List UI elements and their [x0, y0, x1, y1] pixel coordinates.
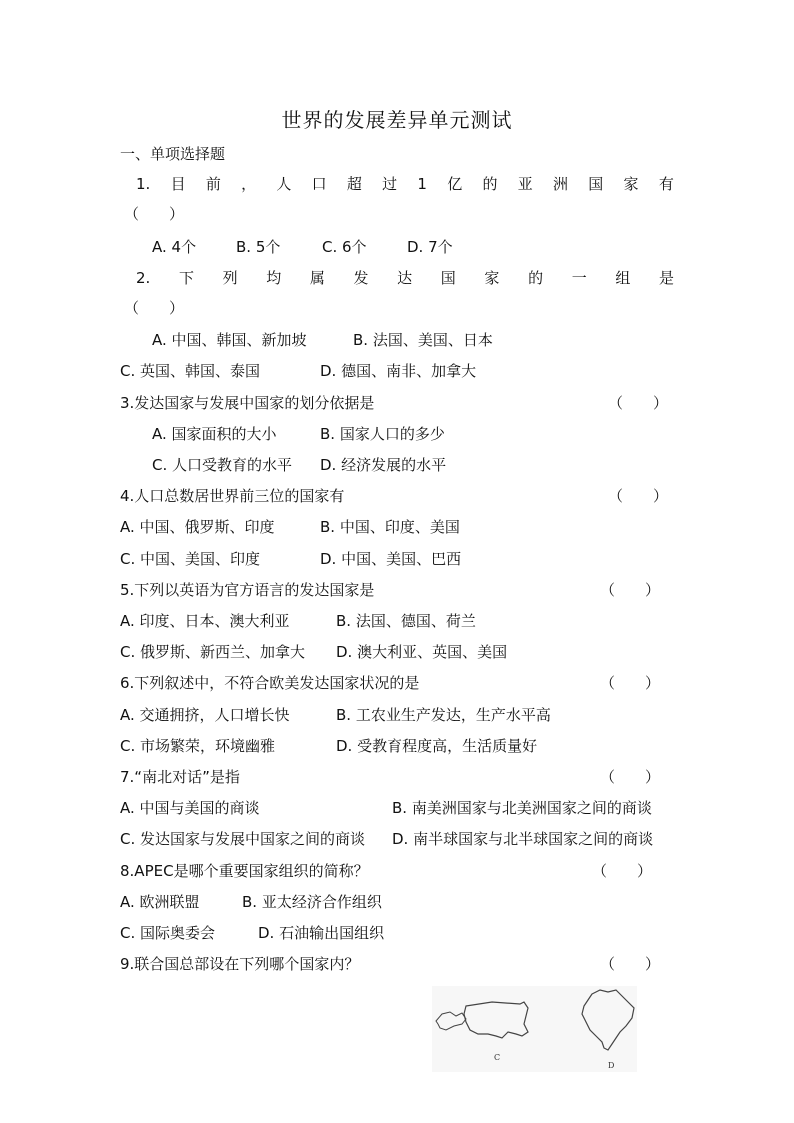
q1-char: 1 [417, 175, 427, 193]
q5-option-a: A. 印度、日本、澳大利亚 [120, 612, 290, 630]
map-label-d: D [608, 1061, 615, 1070]
question-2-stem [136, 268, 674, 288]
question-4-paren: （ ） [608, 487, 669, 505]
q4-option-a: A. 中国、俄罗斯、印度 [120, 518, 275, 536]
q1-char: 前 [205, 175, 221, 193]
question-6-paren: （ ） [600, 674, 661, 692]
q7-option-a: A. 中国与美国的商谈 [120, 799, 260, 817]
page-title: 世界的发展差异单元测试 [281, 108, 513, 132]
q2-char: 的 [528, 269, 544, 287]
q2-char: 发 [353, 269, 369, 287]
q3-option-d: D. 经济发展的水平 [320, 456, 447, 474]
q3-option-c: C. 人口受教育的水平 [152, 456, 293, 474]
q1-option-b: B. 5个 [236, 238, 281, 256]
q6-option-b: B. 工农业生产发达，生产水平高 [336, 706, 551, 724]
q2-option-b: B. 法国、美国、日本 [353, 331, 493, 349]
q1-char: 口 [311, 175, 327, 193]
q6-option-c: C. 市场繁荣，环境幽雅 [120, 737, 276, 755]
map-label-c: C [494, 1053, 501, 1062]
q2-char: 属 [309, 269, 325, 287]
q4-option-b: B. 中国、印度、美国 [320, 518, 460, 536]
q4-option-c: C. 中国、美国、印度 [120, 550, 261, 568]
q2-option-d: D. 德国、南非、加拿大 [320, 362, 477, 380]
question-1-stem [136, 174, 674, 194]
question-6-stem: 6.下列叙述中，不符合欧美发达国家状况的是 [120, 674, 420, 692]
q6-option-a: A. 交通拥挤，人口增长快 [120, 706, 290, 724]
q1-option-c: C. 6个 [322, 238, 367, 256]
q7-option-d: D. 南半球国家与北半球国家之间的商谈 [392, 830, 654, 848]
q2-char: 下 [178, 269, 194, 287]
q8-option-a: A. 欧洲联盟 [120, 893, 200, 911]
q2-char: 一 [571, 269, 587, 287]
q1-char: 超 [346, 175, 362, 193]
question-8-paren: （ ） [592, 862, 653, 880]
q1-char: 国 [588, 175, 604, 193]
question-2-paren: （ ） [124, 299, 185, 317]
q1-char: 洲 [553, 175, 569, 193]
q2-char: 组 [615, 269, 631, 287]
question-3-stem: 3.发达国家与发展中国家的划分依据是 [120, 394, 375, 412]
q8-option-d: D. 石油输出国组织 [258, 924, 385, 942]
q1-char: 亚 [517, 175, 533, 193]
q7-option-c: C. 发达国家与发展中国家之间的商谈 [120, 830, 366, 848]
question-8-stem: 8.APEC是哪个重要国家组织的简称？ [120, 862, 369, 880]
q3-option-a: A. 国家面积的大小 [152, 425, 277, 443]
question-7-paren: （ ） [600, 768, 661, 786]
q1-char: 目 [170, 175, 186, 193]
q2-char: 国 [440, 269, 456, 287]
q2-char: 均 [266, 269, 282, 287]
q2-char: 达 [397, 269, 413, 287]
section-heading: 一、单项选择题 [120, 145, 226, 163]
country-outline-maps [432, 986, 637, 1072]
q2-char: 2. [136, 269, 151, 287]
maps-svg [432, 986, 637, 1072]
q1-char: 亿 [447, 175, 463, 193]
q5-option-b: B. 法国、德国、荷兰 [336, 612, 476, 630]
q4-option-d: D. 中国、美国、巴西 [320, 550, 462, 568]
question-7-stem: 7.“南北对话”是指 [120, 768, 240, 786]
q1-char: ， [241, 175, 257, 193]
question-4-stem: 4.人口总数居世界前三位的国家有 [120, 487, 345, 505]
q6-option-d: D. 受教育程度高，生活质量好 [336, 737, 538, 755]
q3-option-b: B. 国家人口的多少 [320, 425, 445, 443]
q8-option-c: C. 国际奥委会 [120, 924, 216, 942]
question-1-paren: （ ） [124, 205, 185, 223]
question-9-stem: 9.联合国总部设在下列哪个国家内？ [120, 955, 360, 973]
q1-char: 1. [136, 175, 151, 193]
q1-char: 的 [482, 175, 498, 193]
q2-char: 家 [484, 269, 500, 287]
q2-char: 列 [222, 269, 238, 287]
q7-option-b: B. 南美洲国家与北美洲国家之间的商谈 [392, 799, 652, 817]
q1-char: 人 [276, 175, 292, 193]
question-3-paren: （ ） [608, 394, 669, 412]
q5-option-c: C. 俄罗斯、新西兰、加拿大 [120, 643, 306, 661]
q2-option-c: C. 英国、韩国、泰国 [120, 362, 261, 380]
question-5-paren: （ ） [600, 581, 661, 599]
q5-option-d: D. 澳大利亚、英国、美国 [336, 643, 508, 661]
question-9-paren: （ ） [600, 955, 661, 973]
q1-char: 有 [658, 175, 674, 193]
q1-char: 过 [382, 175, 398, 193]
q1-option-a: A. 4个 [152, 238, 197, 256]
q2-option-a: A. 中国、韩国、新加坡 [152, 331, 307, 349]
q1-option-d: D. 7个 [407, 238, 453, 256]
q8-option-b: B. 亚太经济合作组织 [242, 893, 382, 911]
q2-char: 是 [658, 269, 674, 287]
q1-char: 家 [623, 175, 639, 193]
question-5-stem: 5.下列以英语为官方语言的发达国家是 [120, 581, 375, 599]
